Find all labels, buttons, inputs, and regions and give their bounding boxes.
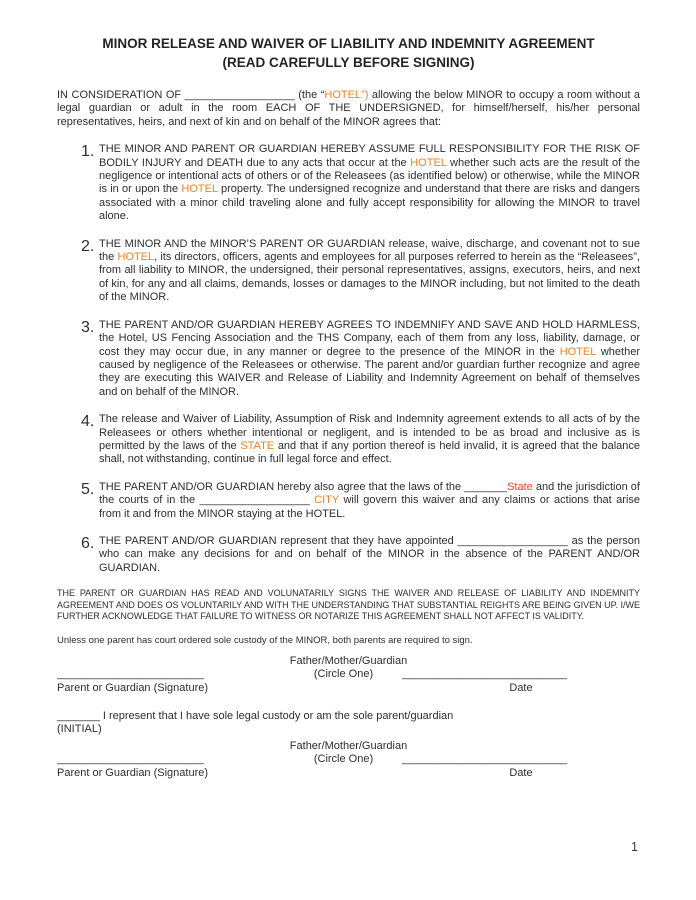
text-segment: property. The undersigned recognize and understand that there are risks and dangers associated with a minor child traveling alone and fully accept responsibility for allowing the MINOR to travel alone. bbox=[99, 183, 640, 223]
text-segment: THE PARENT AND/OR GUARDIAN hereby also agree that the laws of the _______ bbox=[99, 480, 508, 493]
list-item-text bbox=[99, 413, 640, 467]
signing-instruction: Unless one parent has court ordered sole custody of the MINOR, both parents are required to sign. bbox=[57, 634, 473, 646]
date-label: Date bbox=[509, 682, 533, 695]
signature-block-1 bbox=[57, 655, 640, 695]
text-segment: and the jurisdiction of the courts of in the __________________ bbox=[99, 480, 640, 507]
highlight-hotel: HOTEL bbox=[181, 183, 218, 196]
list-item-text bbox=[99, 238, 640, 305]
initial-label: (INITIAL) bbox=[57, 723, 102, 736]
circle-one-label: (Circle One) bbox=[313, 668, 374, 681]
list-item bbox=[57, 535, 640, 575]
list-item-number: 2. bbox=[81, 237, 95, 255]
text-segment: whether such acts are the result of the negligence or intentional acts of others or of the Releasees (as identified below) or otherwise, while the MINOR is in or upon the bbox=[99, 156, 640, 196]
list-item-number: 6. bbox=[81, 534, 95, 552]
acknowledgement-paragraph: THE PARENT OR GUARDIAN HAS READ AND VOLUNATARILY SIGNS THE WAIVER AND RELEASE OF LIABILITY AND INDEMNITY AGREEMENT AND DOES OS VOLUNTARILY AND WITH THE UNDERSTANDING THAT SUBSTANTIAL REIGHTS ARE BEING GIVEN UP. I/WE FURTHER ACKNOWLEDGE THAT FAILURE TO WITNESS OR NOTARIZE THIS AGREEMENT SHALL NOT AFFECT IS VALIDITY. bbox=[57, 588, 640, 622]
text-segment: and that if any portion thereof is held invalid, it is agreed that the balance shall, not withstanding, continue in full legal force and effect. bbox=[99, 439, 640, 466]
initial-blank-line: _______ bbox=[57, 710, 100, 723]
text-segment: THE PARENT AND/OR GUARDIAN represent that they have appointed __________________ as the person who can make any decisions for and on behalf of the MINOR in the absence of the PARENT AND/OR GUARDIAN. bbox=[99, 534, 640, 574]
list-item bbox=[57, 238, 640, 305]
text-segment: , its directors, officers, agents and employees for all purposes referred to herein as the “Releasees”, from all liability to MINOR, the undersigned, their personal representatives, assigns, executors, heirs, and next of kin, for any and all claims, demands, losses or damages to the MINOR including, but not limited to the death of the MINOR. bbox=[99, 251, 640, 304]
title-line-1: MINOR RELEASE AND WAIVER OF LIABILITY AND INDEMNITY AGREEMENT bbox=[102, 36, 595, 51]
date-line: ___________________________ bbox=[402, 668, 568, 681]
text-segment: whether caused by negligence of the Releasees or otherwise. The parent and/or guardian further recognize and agree they are executing this WAIVER and Release of Liability and Indemnity Agreement on behalf of themselves and on behalf of the MINOR. bbox=[99, 345, 640, 398]
list-item bbox=[57, 143, 640, 223]
text-segment: THE MINOR AND PARENT OR GUARDIAN HEREBY ASSUME FULL RESPONSIBILITY FOR THE RISK OF BODILY INJURY and DEATH due to any acts that occur at the bbox=[99, 143, 640, 169]
date-line: ___________________________ bbox=[402, 753, 568, 766]
circle-one-label: (Circle One) bbox=[313, 753, 374, 766]
list-item-number: 3. bbox=[81, 318, 95, 336]
text-segment: The release and Waiver of Liability, Assumption of Risk and Indemnity agreement extends to all acts of by the Releasees or others whether intentional or negligent, and is intended to be as broad and inclusive as is permitted by the laws of the bbox=[99, 413, 640, 452]
highlight-red: State bbox=[507, 480, 533, 493]
highlight-hotel: CITY bbox=[314, 494, 340, 507]
signature-block-2 bbox=[57, 740, 640, 780]
highlight-hotel: HOTEL bbox=[559, 345, 596, 358]
list-item bbox=[57, 319, 640, 399]
list-item-number: 4. bbox=[81, 413, 95, 431]
sole-custody-text: I represent that I have sole legal custody or am the sole parent/guardian bbox=[99, 710, 454, 723]
signature-line: ________________________ bbox=[57, 753, 204, 766]
text-segment: THE PARENT AND/OR GUARDIAN HEREBY AGREES TO INDEMNIFY AND SAVE AND HOLD HARMLESS, the Hotel, US Fencing Association and the THS Company, each of them from any loss, liability, damage, or cost they may occur due, in any manner or degree to the presence of the MINOR in the bbox=[99, 318, 640, 358]
list-item-text bbox=[99, 481, 640, 521]
list-item-text bbox=[99, 319, 640, 399]
intro-paragraph bbox=[57, 89, 640, 129]
list-item-number: 1. bbox=[81, 143, 95, 161]
circle-one-heading: Father/Mother/Guardian bbox=[289, 740, 408, 753]
date-label: Date bbox=[509, 767, 533, 780]
signature-label: Parent or Guardian (Signature) bbox=[57, 767, 209, 780]
list-item bbox=[57, 413, 640, 467]
page-number: 1 bbox=[631, 840, 638, 854]
circle-one-heading: Father/Mother/Guardian bbox=[289, 655, 408, 668]
highlight-hotel: HOTEL”) bbox=[324, 89, 369, 101]
highlight-hotel: HOTEL bbox=[117, 251, 155, 264]
list-item-number: 5. bbox=[81, 480, 95, 498]
document-title bbox=[57, 34, 640, 72]
text-segment: THE MINOR AND the MINOR’S PARENT OR GUARDIAN release, waive, discharge, and covenant not to sue the bbox=[99, 237, 640, 264]
text-segment: IN CONSIDERATION OF __________________ (the “ bbox=[57, 89, 325, 101]
list-item bbox=[57, 481, 640, 521]
sole-custody-statement bbox=[57, 710, 640, 723]
title-line-2: (READ CAREFULLY BEFORE SIGNING) bbox=[222, 55, 475, 70]
numbered-items bbox=[57, 143, 640, 575]
signature-label: Parent or Guardian (Signature) bbox=[57, 682, 209, 695]
text-segment: allowing the below MINOR to occupy a room without a legal guardian or adult in the room EACH OF THE UNDERSIGNED, for himself/herself, his/her personal representatives, heirs, and next of kin and on behalf of the MINOR agrees that: bbox=[57, 89, 640, 128]
list-item-text bbox=[99, 535, 640, 575]
list-item-text bbox=[99, 143, 640, 223]
text-segment: will govern this waiver and any claims or actions that arise from it and from the MINOR staying at the HOTEL. bbox=[99, 494, 641, 520]
highlight-hotel: HOTEL bbox=[410, 156, 447, 169]
signature-line: ________________________ bbox=[57, 668, 204, 681]
highlight-hotel: STATE bbox=[240, 439, 275, 452]
